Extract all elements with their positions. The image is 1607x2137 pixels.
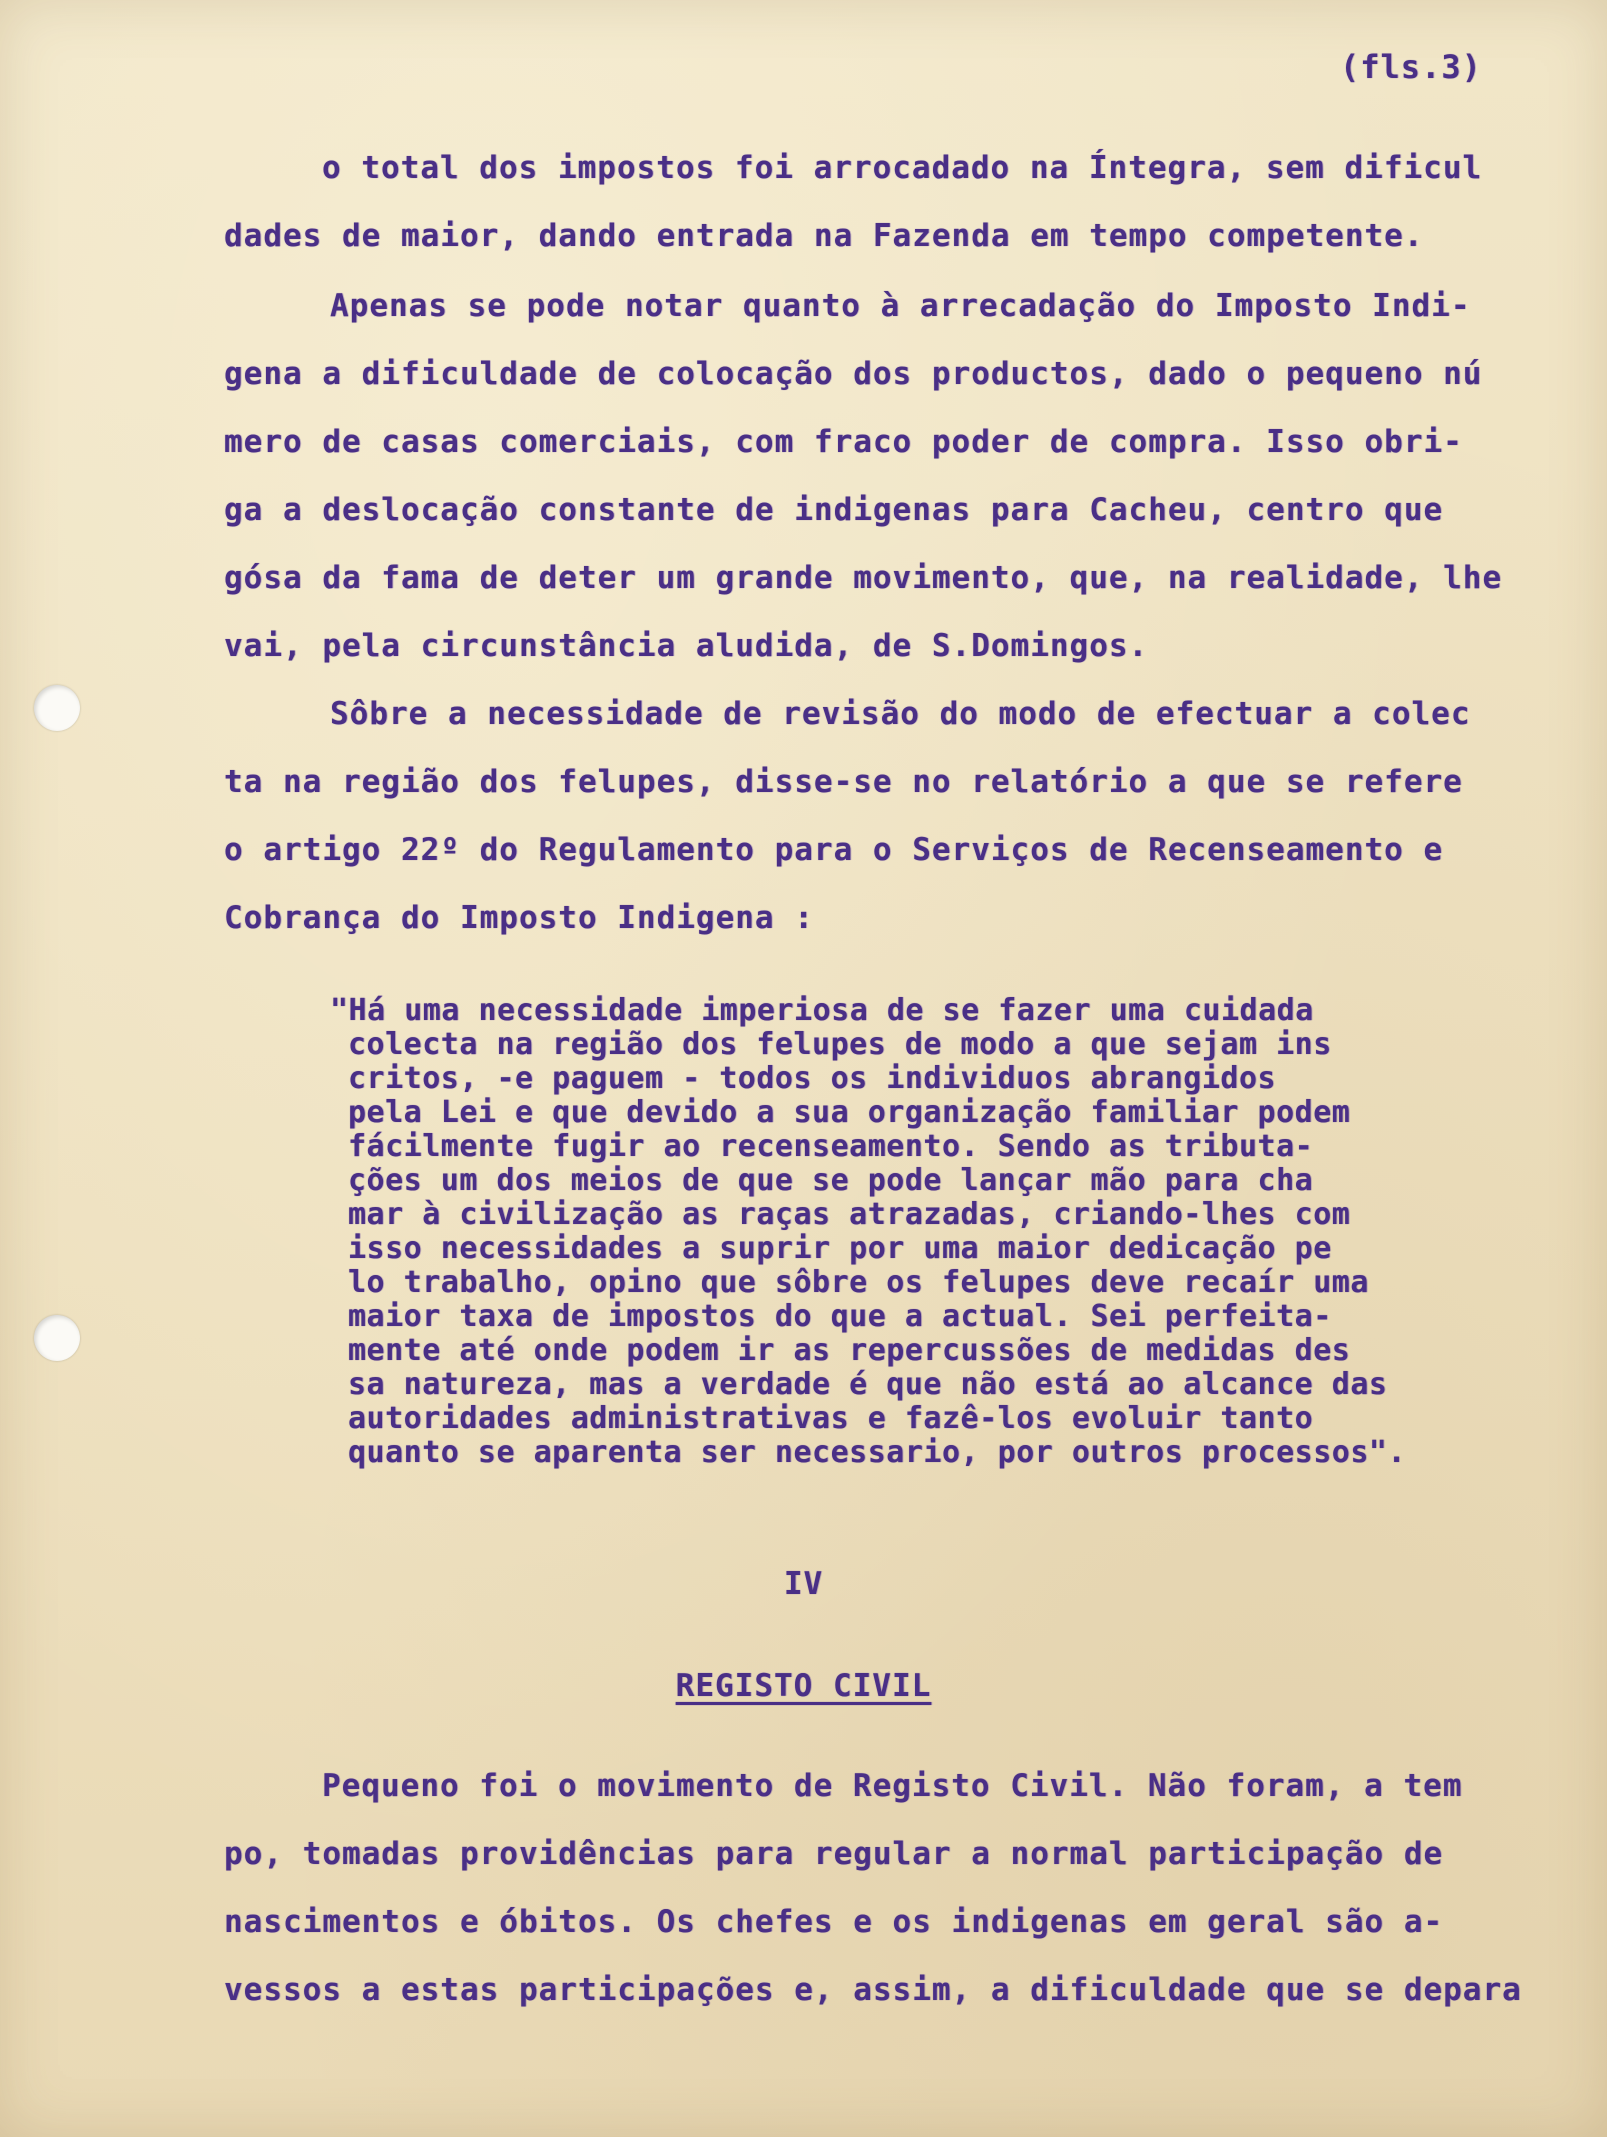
folio-number: (fls.3) xyxy=(1340,48,1482,86)
punch-hole-bottom xyxy=(34,1315,80,1361)
quote-line: isso necessidades a suprir por uma maior dedicação pe xyxy=(348,1231,1332,1266)
paragraph-line: Cobrança do Imposto Indigena : xyxy=(224,900,814,936)
paragraph-line: vessos a estas participações e, assim, a dificuldade que se depara xyxy=(224,1972,1522,2008)
quote-line: mar à civilização as raças atrazadas, criando-lhes com xyxy=(348,1197,1351,1232)
quote-line: maior taxa de impostos do que a actual. Sei perfeita- xyxy=(348,1299,1332,1334)
quote-line: lo trabalho, opino que sôbre os felupes deve recaír uma xyxy=(348,1265,1369,1300)
section-title: REGISTO CIVIL xyxy=(675,1668,932,1704)
quote-line: fácilmente fugir ao recenseamento. Sendo as tributa- xyxy=(348,1129,1314,1164)
quote-line: critos, -e paguem - todos os individuos abrangidos xyxy=(348,1061,1277,1096)
paragraph-line: po, tomadas providências para regular a normal participação de xyxy=(224,1836,1444,1872)
paragraph-line: gósa da fama de deter um grande movimento, que, na realidade, lhe xyxy=(224,560,1503,596)
punch-hole-top xyxy=(34,685,80,731)
quote-line: "Há uma necessidade imperiosa de se fazer uma cuidada xyxy=(330,993,1314,1028)
paragraph-line: nascimentos e óbitos. Os chefes e os indigenas em geral são a- xyxy=(224,1904,1444,1940)
quote-line: mente até onde podem ir as repercussões de medidas des xyxy=(348,1333,1351,1368)
paragraph-line: mero de casas comerciais, com fraco poder de compra. Isso obri- xyxy=(224,424,1463,460)
paragraph-line: o artigo 22º do Regulamento para o Serviços de Recenseamento e xyxy=(224,832,1444,868)
paragraph-line: Pequeno foi o movimento de Registo Civil. Não foram, a tem xyxy=(322,1768,1463,1804)
paragraph-line: Apenas se pode notar quanto à arrecadação do Imposto Indi- xyxy=(330,288,1471,324)
quote-line: quanto se aparenta ser necessario, por outros processos". xyxy=(348,1435,1407,1470)
section-number: IV xyxy=(783,1566,824,1602)
paragraph-line: vai, pela circunstância aludida, de S.Domingos. xyxy=(224,628,1149,664)
quote-line: colecta na região dos felupes de modo a que sejam ins xyxy=(348,1027,1332,1062)
paragraph-line: Sôbre a necessidade de revisão do modo de efectuar a colec xyxy=(330,696,1471,732)
paragraph-line: ga a deslocação constante de indigenas para Cacheu, centro que xyxy=(224,492,1444,528)
quote-line: sa natureza, mas a verdade é que não está ao alcance das xyxy=(348,1367,1388,1402)
quote-line: pela Lei e que devido a sua organização familiar podem xyxy=(348,1095,1351,1130)
quote-line: ções um dos meios de que se pode lançar mão para cha xyxy=(348,1163,1314,1198)
paragraph-line: gena a dificuldade de colocação dos productos, dado o pequeno nú xyxy=(224,356,1483,392)
paragraph-line: dades de maior, dando entrada na Fazenda em tempo competente. xyxy=(224,218,1424,254)
paragraph-line: ta na região dos felupes, disse-se no relatório a que se refere xyxy=(224,764,1463,800)
quote-line: autoridades administrativas e fazê-los evoluir tanto xyxy=(348,1401,1314,1436)
paragraph-line: o total dos impostos foi arrocadado na Íntegra, sem dificul xyxy=(322,150,1483,186)
